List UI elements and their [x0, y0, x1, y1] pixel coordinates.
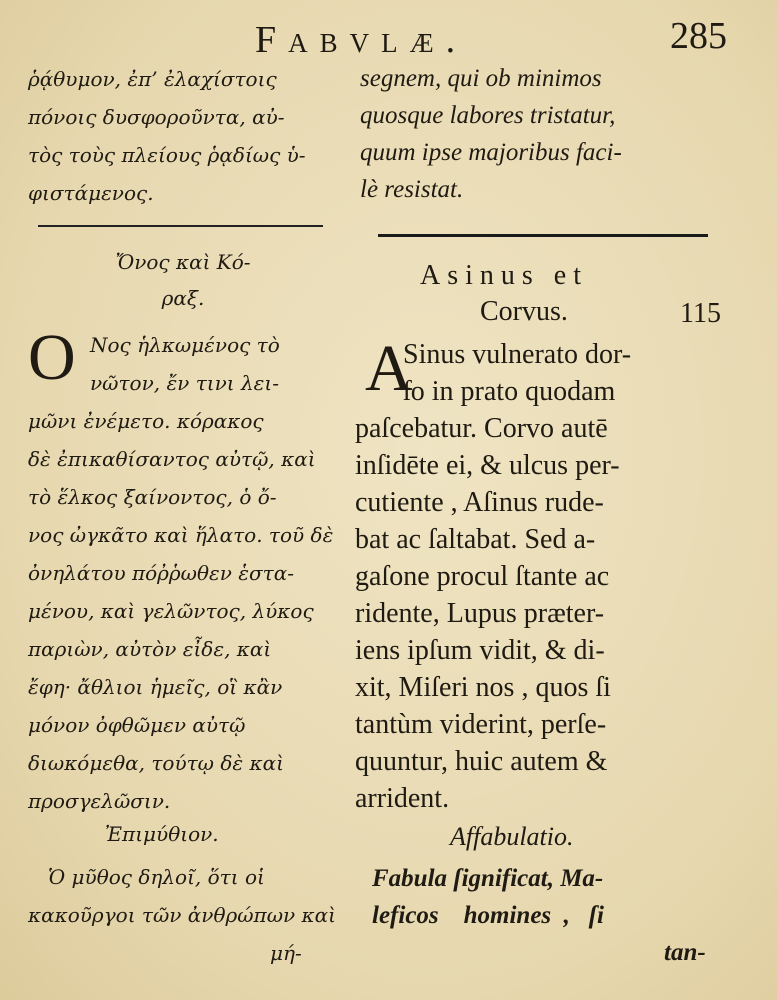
- text-line: διωκόμεθα, τούτῳ δὲ καὶ: [28, 751, 284, 775]
- text-line: τὸς τοὺς πλείους ῥᾳδίως ὑ-: [28, 143, 306, 167]
- page-number: 285: [670, 15, 727, 57]
- text-line: μῶνι ἐνέμετο. κόρακος: [28, 409, 264, 433]
- text-line: iens ipſum vidit, & di-: [355, 635, 605, 666]
- text-line: ridente, Lupus præter-: [355, 598, 605, 629]
- text-line: tantùm viderint, perſe-: [355, 709, 607, 740]
- text-line: arrident.: [355, 783, 450, 814]
- text-line: cutiente , Aſinus rude-: [355, 487, 604, 518]
- greek-moral-body: [28, 858, 336, 972]
- text-line: segnem, qui ob minimos: [360, 65, 602, 92]
- latin-moral-body: [372, 860, 706, 971]
- text-line: Νος ἡλκωμένος τὸ: [90, 333, 280, 357]
- text-line: νος ὠγκᾶτο καὶ ἥλατο. τοῦ δὲ: [28, 523, 334, 547]
- divider-rule-right: [378, 234, 708, 237]
- text-line: δὲ ἐπικαθίσαντος αὐτῷ, καὶ: [28, 447, 316, 471]
- greek-fable-title: Ὄνος καὶ Κό-: [115, 250, 251, 274]
- text-line: προσγελῶσιν.: [28, 789, 171, 813]
- text-line: leficos homines , ſi: [372, 902, 604, 929]
- latin-fable-title-cont: Corvus.: [480, 296, 568, 327]
- latin-fable-body: [355, 332, 755, 817]
- text-line: inſidēte ei, & ulcus per-: [355, 450, 620, 481]
- running-title: Fabvlæ.: [255, 19, 468, 61]
- text-line: lè resistat.: [360, 176, 464, 203]
- text-line: bat ac ſaltabat. Sed a-: [355, 524, 596, 555]
- text-line: μόνον ὀφθῶμεν αὐτῷ: [28, 713, 246, 737]
- text-line: paſcebatur. Corvo autē: [355, 413, 608, 444]
- divider-rule-left: [38, 225, 323, 227]
- text-line: ὀνηλάτου πόῤῥωθεν ἑστα-: [28, 561, 294, 585]
- text-line: φιστάμενος.: [28, 181, 154, 205]
- greek-moral-heading: Ἐπιμύθιον.: [105, 822, 219, 846]
- text-line: quosque labores tristatur,: [360, 102, 616, 129]
- text-line: κακοῦργοι τῶν ἀνθρώπων καὶ: [28, 903, 336, 927]
- greek-fable-title-cont: ραξ.: [161, 286, 205, 310]
- text-line: μή-: [270, 941, 302, 965]
- text-line: παριὼν, αὐτὸν εἶδε, καὶ: [28, 637, 272, 661]
- text-line: Ὁ μῦθος δηλοῖ, ὅτι οἱ: [48, 865, 265, 889]
- text-line: πόνοις δυσφοροῦντα, αὐ-: [28, 105, 285, 129]
- text-line: ῥᾴθυμον, ἐπ’ ἐλαχίστοις: [28, 67, 277, 91]
- latin-moral-heading: Affabulatio.: [450, 822, 574, 851]
- latin-fable-title: Asinus et: [420, 260, 588, 291]
- text-line: xit, Miſeri nos , quos ſi: [355, 672, 611, 703]
- text-line: quuntur, huic autem &: [355, 746, 608, 777]
- text-line: ſo in prato quodam: [403, 376, 616, 407]
- text-line: μένου, καὶ γελῶντος, λύκος: [28, 599, 314, 623]
- greek-fable-body: [28, 321, 358, 820]
- fable-number: 115: [680, 298, 721, 329]
- text-line: Fabula ſignificat, Ma-: [372, 865, 604, 892]
- prev-moral-greek: [28, 60, 348, 212]
- prev-moral-latin: [360, 60, 745, 208]
- drop-cap: O: [28, 321, 76, 394]
- text-line: gaſone procul ſtante ac: [355, 561, 610, 592]
- text-line: quum ipse majoribus faci-: [360, 139, 622, 166]
- drop-cap: A: [365, 332, 413, 405]
- text-line: Sinus vulnerato dor-: [403, 339, 632, 370]
- text-line: ἔφη· ἄθλιοι ἡμεῖς, οἳ κἂν: [28, 675, 283, 699]
- text-line: tan-: [664, 939, 706, 966]
- text-line: τὸ ἕλκος ξαίνοντος, ὁ ὄ-: [28, 485, 277, 509]
- text-line: νῶτον, ἔν τινι λει-: [90, 371, 279, 395]
